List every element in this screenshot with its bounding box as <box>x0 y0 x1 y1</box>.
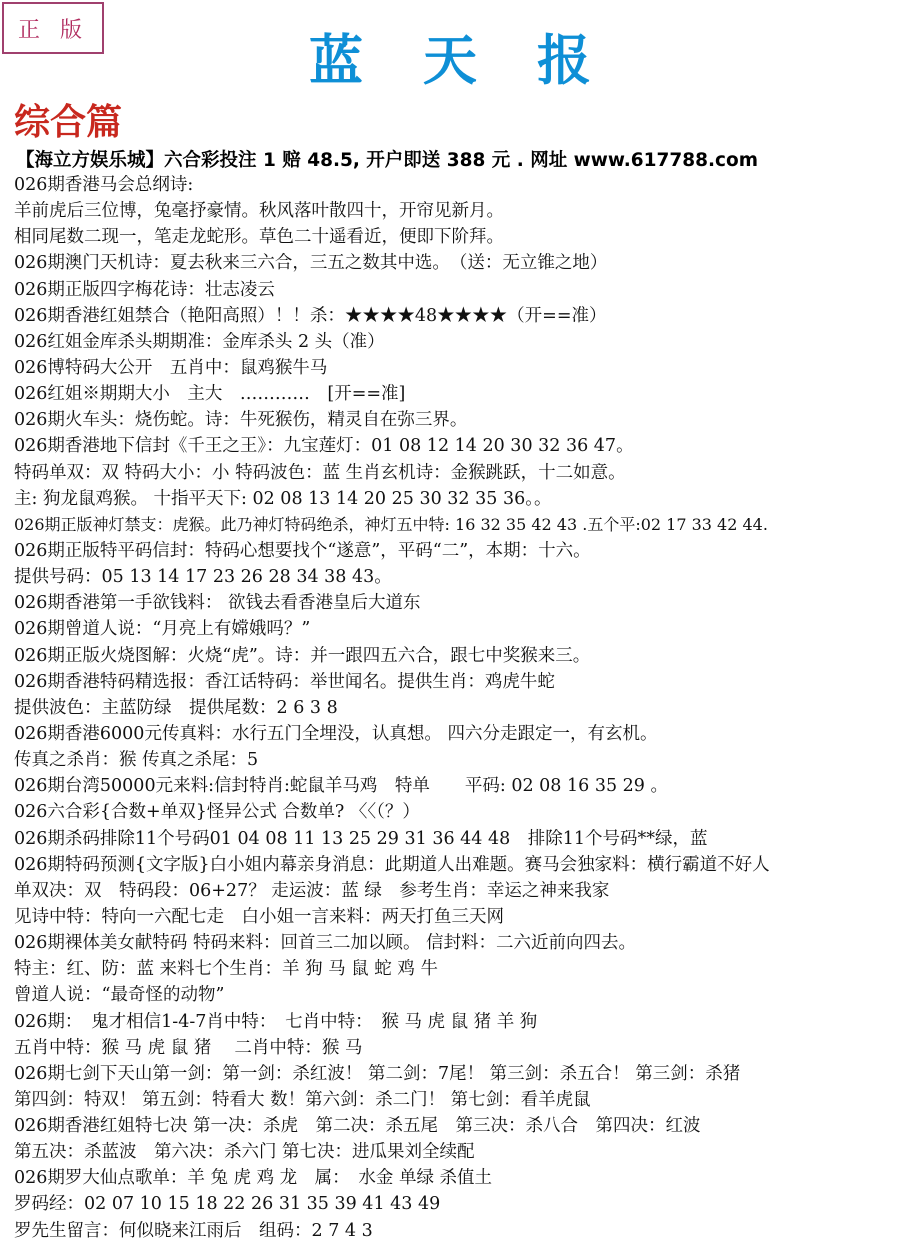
text-line: 026期正版神灯禁支：虎猴。此乃神灯特码绝杀，神灯五中特: 16 32 35 42 43 .五个平:02 17 33 42 44. <box>14 514 768 534</box>
text-line: 相同尾数二现一，笔走龙蛇形。草色二十遥看近，便即下阶拜。 <box>14 227 504 248</box>
text-line: 026期火车头：烧伤蛇。诗：牛死猴伤，精灵自在弥三界。 <box>14 410 468 431</box>
text-line: 026期曾道人说：“月亮上有嫦娥吗？” <box>14 619 311 640</box>
text-line: 026期罗大仙点歌单：羊 兔 虎 鸡 龙 属： 水金 单绿 杀值土 <box>14 1168 493 1189</box>
text-line: 特码单双：双 特码大小：小 特码波色：蓝 生肖玄机诗：金猴跳跃，十二如意。 <box>14 462 626 483</box>
text-line: 026期正版特平码信封：特码心想要找个“遂意”，平码“二”，本期：十六。 <box>14 540 591 561</box>
text-line: 第五决：杀蓝波 第六决：杀六门 第七决：进瓜果刘全续配 <box>14 1142 475 1163</box>
text-line: 026红姐金库杀头期期准：金库杀头 2 头（准） <box>14 331 385 352</box>
page-title: 蓝天报 <box>309 29 651 92</box>
text-line: 026红姐※期期大小 主大 ………… [开==准] <box>14 384 406 405</box>
text-line: 见诗中特：特向一六配七走 白小姐一言来料：两天打鱼三天网 <box>14 906 504 927</box>
text-line: 五肖中特：猴 马 虎 鼠 猪 二肖中特：猴 马 <box>14 1037 363 1058</box>
authentic-badge: 正版 <box>2 2 104 54</box>
text-line: 第四剑：特双！ 第五剑：特看大 数！第六剑：杀二门！ 第七剑：看羊虎鼠 <box>14 1089 591 1110</box>
text-line: 罗码经：02 07 10 15 18 22 26 31 35 39 41 43 49 <box>14 1194 441 1215</box>
text-line: 提供波色：主蓝防绿 提供尾数：2 6 3 8 <box>14 697 338 718</box>
content-lines <box>14 172 900 1244</box>
section-heading: 综合篇 <box>14 101 123 143</box>
text-line: 026期杀码排除11个号码01 04 08 11 13 25 29 31 36 44 48 排除11个号码**绿，蓝 <box>14 828 708 849</box>
ad-banner: 【海立方娱乐城】六合彩投注 1 赔 48.5, 开户即送 388 元 . 网址 www.617788.com <box>16 150 758 171</box>
text-line: 羊前虎后三位博，兔毫抒豪情。秋风落叶散四十，开帘见新月。 <box>14 201 504 222</box>
text-line: 026期香港第一手欲钱料： 欲钱去看香港皇后大道东 <box>14 593 421 614</box>
text-line: 传真之杀肖：猴 传真之杀尾：5 <box>14 750 259 771</box>
text-line: 026期裸体美女献特码 特码来料：回首三二加以顾。 信封料：二六近前向四去。 <box>14 933 637 954</box>
text-line: 026期台湾50000元来料:信封特肖:蛇鼠羊马鸡 特单 平码: 02 08 16 35 29 。 <box>14 776 668 797</box>
text-line: 026期香港红姐禁合（艳阳高照）！！杀：★★★★48★★★★（开==准） <box>14 305 607 326</box>
text-line: 026期香港地下信封《千王之王》：九宝莲灯：01 08 12 14 20 30 32 36 47。 <box>14 436 634 457</box>
text-line: 026六合彩{合数+单双}怪异公式 合数单? 〈〈（？） <box>14 802 420 823</box>
text-line: 特主：红、防：蓝 来料七个生肖：羊 狗 马 鼠 蛇 鸡 牛 <box>14 959 438 980</box>
text-line: 罗先生留言：何似晓来江雨后 组码：2 7 4 3 <box>14 1220 373 1241</box>
text-line: 026博特码大公开 五肖中：鼠鸡猴牛马 <box>14 357 328 378</box>
text-line: 曾道人说：“最奇怪的动物” <box>14 985 225 1006</box>
text-line: 026期正版四字梅花诗：壮志凌云 <box>14 279 275 300</box>
text-line: 026期澳门天机诗：夏去秋来三六合，三五之数其中选。 （送：无立锥之地） <box>14 253 608 274</box>
text-line: 单双决：双 特码段：06+27？ 走运波：蓝 绿 参考生肖：幸运之神来我家 <box>14 880 610 901</box>
text-line: 026期： 鬼才相信1-4-7肖中特： 七肖中特： 猴 马 虎 鼠 猪 羊 狗 <box>14 1011 538 1032</box>
text-line: 026期香港红姐特七决 第一决：杀虎 第二决：杀五尾 第三决：杀八合 第四决：红波 <box>14 1116 701 1137</box>
text-line: 026期香港马会总纲诗: <box>14 175 194 195</box>
text-line: 主: 狗龙鼠鸡猴。 十指平天下: 02 08 13 14 20 25 30 32 35 36。。 <box>14 488 552 509</box>
text-line: 026期七剑下天山第一剑：第一剑：杀红波！ 第二剑：7尾！ 第三剑：杀五合！ 第三剑：杀猪 <box>14 1063 741 1084</box>
text-line: 026期特码预测{文字版}白小姐内幕亲身消息：此期道人出难题。赛马会独家料：横行霸道不好人 <box>14 854 770 875</box>
text-line: 026期香港特码精选报：香江话特码：举世闻名。提供生肖：鸡虎牛蛇 <box>14 671 555 692</box>
text-line: 提供号码：05 13 14 17 23 26 28 34 38 43。 <box>14 567 392 588</box>
text-line: 026期香港6000元传真料：水行五门全埋没，认真想。 四六分走跟定一，有玄机。 <box>14 723 658 744</box>
text-line: 026期正版火烧图解：火烧“虎”。诗：并一跟四五六合，跟七中奖猴来三。 <box>14 645 591 666</box>
